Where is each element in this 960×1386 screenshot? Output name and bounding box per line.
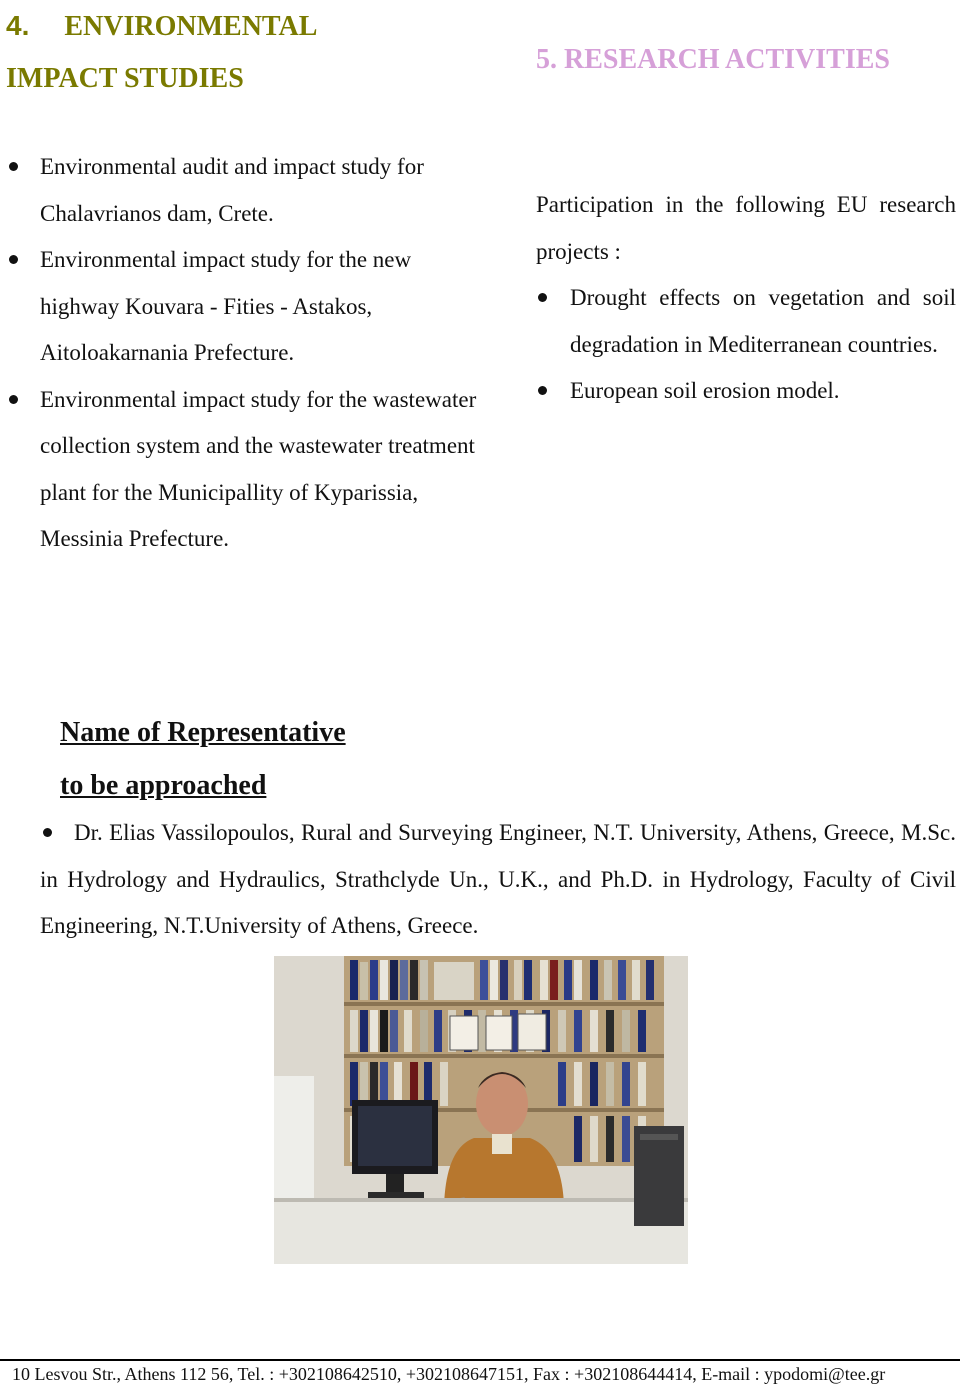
bullet-icon (538, 386, 547, 395)
bullet-icon (538, 293, 547, 302)
representative-photo (274, 956, 688, 1264)
list-item-text: Environmental audit and impact study for Chalavrianos dam, Crete. (40, 154, 424, 226)
footer-rule (0, 1359, 960, 1361)
footer-contact: 10 Lesvou Str., Athens 112 56, Tel. : +302108642510, +302108647151, Fax : +302108644414, E-mail : ypodomi@tee.gr (12, 1364, 886, 1384)
bullet-icon (43, 828, 52, 837)
list-item-text: Drought effects on vegetation and soil degradation in Mediterranean countries. (570, 285, 956, 357)
research-intro: Participation in the following EU research projects : (536, 192, 956, 264)
representative-heading (52, 706, 346, 812)
heading-line-2: to be approached (60, 770, 267, 801)
heading-line-2: IMPACT STUDIES (6, 63, 244, 94)
list-item (536, 368, 956, 415)
list-item-text: Environmental impact study for the wastewater collection system and the wastewater treatment plant for the Municipallity of Kyparissia, Messinia Prefecture. (40, 386, 477, 551)
bullet-icon (9, 255, 18, 264)
office-photo-illustration (274, 956, 688, 1264)
heading-line-1: Name of Representative (60, 717, 346, 748)
research-body (536, 182, 956, 415)
list-item (536, 275, 956, 368)
research-heading: 5. RESEARCH ACTIVITIES (536, 44, 890, 75)
list-item (40, 237, 490, 377)
list-item-text: European soil erosion model. (570, 378, 840, 403)
section-number: 4. (6, 10, 30, 41)
bullet-icon (9, 162, 18, 171)
list-item (40, 144, 490, 237)
heading-line-1: ENVIRONMENTAL (64, 11, 318, 42)
representative-body (40, 810, 956, 950)
bullet-icon (9, 395, 18, 404)
list-item-text: Environmental impact study for the new highway Kouvara - Fities - Astakos, Aitoloakarnania Prefecture. (40, 247, 412, 365)
environmental-list (40, 144, 490, 563)
representative-text: Dr. Elias Vassilopoulos, Rural and Surveying Engineer, N.T. University, Athens, Greece, M.Sc. in Hydrology and Hydraulics, Strathclyde Un., U.K., and Ph.D. in Hydrology, Faculty of Civil Engineering, N.T.University of Athens, Greece. (40, 820, 956, 938)
list-item (40, 377, 490, 563)
research-list (536, 275, 956, 415)
environmental-heading (6, 0, 317, 105)
